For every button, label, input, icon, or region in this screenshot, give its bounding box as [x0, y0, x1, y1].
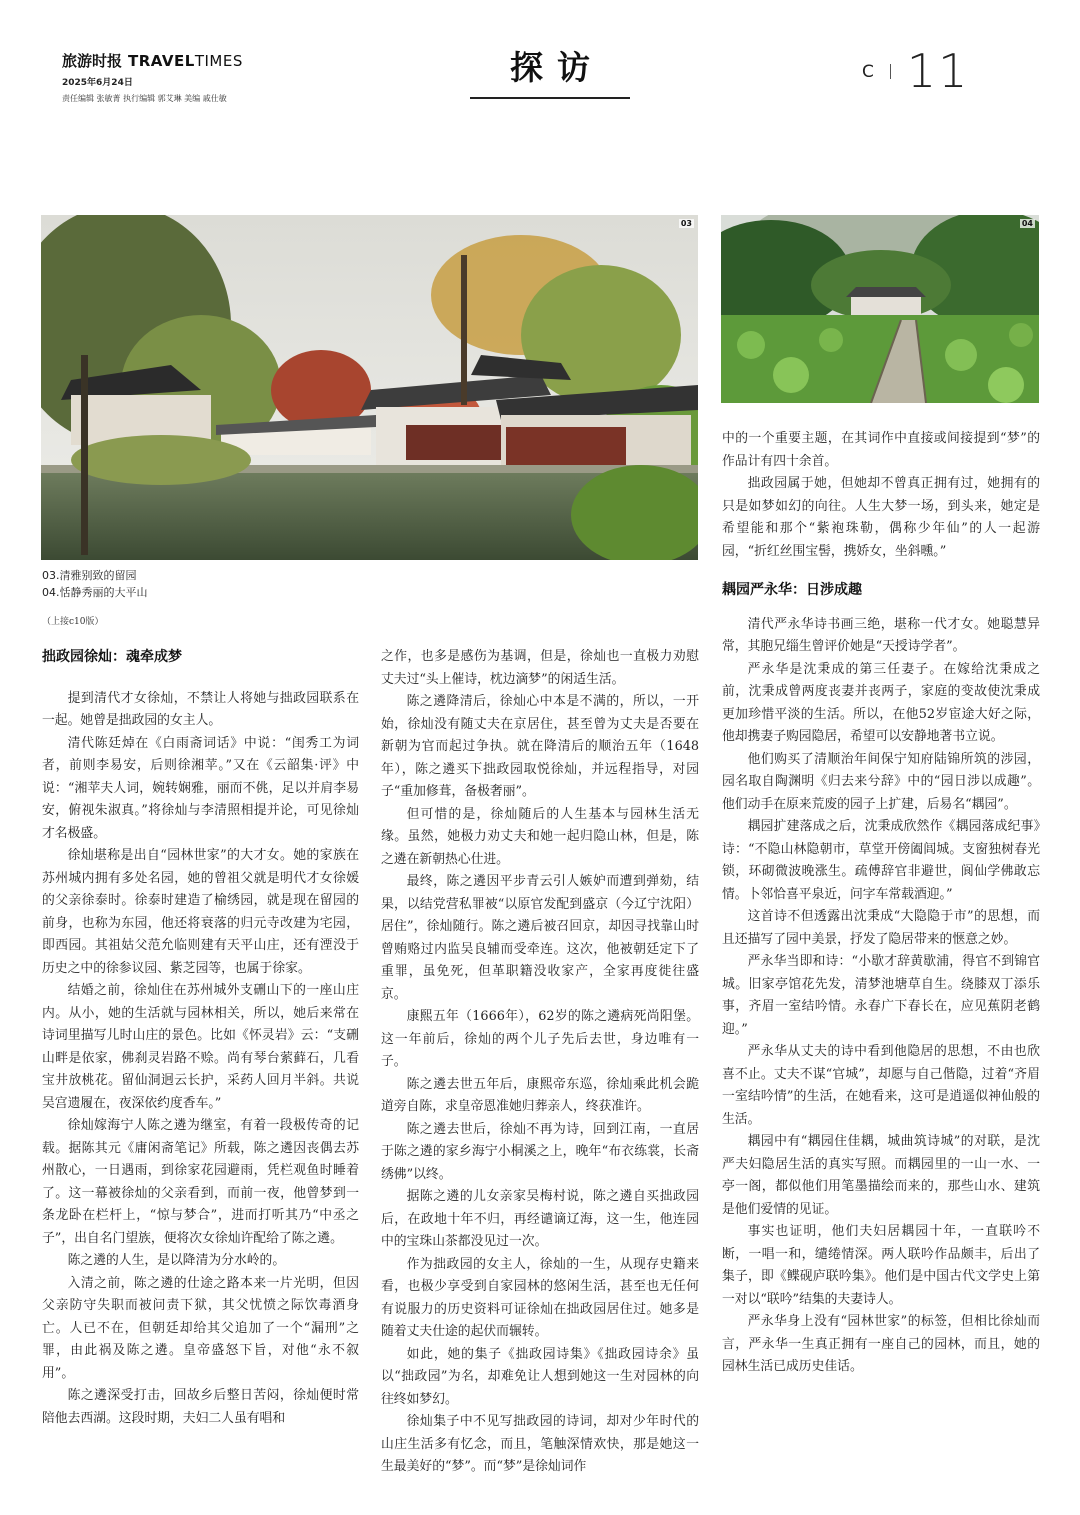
- paragraph: 严永华是沈秉成的第三任妻子。在嫁给沈秉成之前，沈秉成曾两度丧妻并丧两子，家庭的变故使沈秉成更加珍惜平淡的生活。所以，在他52岁宦途大好之际，他却携妻子购园隐居，希望可以安静地著书立说。: [722, 661, 1040, 744]
- page-number-value: 11: [906, 44, 970, 98]
- paragraph: 作为拙政园的女主人，徐灿的一生，从现存史籍来看，也极少享受到自家园林的悠闲生活，甚至也无任何有说服力的历史资料可证徐灿在拙政园居住过。她多是随着丈夫仕途的起伏而辗转。: [381, 1256, 699, 1339]
- paragraph: 严永华从丈夫的诗中看到他隐居的思想，不由也欣喜不止。丈夫不谋“官城”，却愿与自己偕隐，过着“齐眉一室结吟情”的生活，在她看来，这可是逍遥似神仙般的生活。: [722, 1044, 1040, 1127]
- caption-04: 04.恬静秀丽的大平山: [42, 586, 148, 599]
- paragraph: 清代严永华诗书画三绝，堪称一代才女。她聪慧异常，其胞兄缁生曾评价她是“天授诗学者”。: [722, 616, 1040, 654]
- paragraph: 据陈之遴的儿女亲家吴梅村说，陈之遴自买拙政园后，在政地十年不归，再经谴谪辽海，这一生，他连园中的宝珠山茶都没见过一次。: [381, 1189, 699, 1249]
- section-header: [470, 42, 630, 99]
- paragraph: 严永华身上没有“园林世家”的标签，但相比徐灿而言，严永华一生真正拥有一座自己的园林，而且，她的园林生活已成历史佳话。: [722, 1314, 1040, 1374]
- caption-03: 03.清雅别致的留园: [42, 569, 137, 582]
- lotus-pond-illustration: [721, 215, 1039, 403]
- paragraph: 事实也证明，他们夫妇居耦园十年，一直联吟不断，一唱一和，缱绻情深。两人联吟作品颇丰，后出了集子，即《鲽砚庐联吟集》。他们是中国古代文学史上第一对以“联吟”结集的夫妻诗人。: [722, 1224, 1040, 1307]
- section-title-rule: [470, 97, 630, 99]
- paragraph: 徐灿堪称是出自“园林世家”的大才女。她的家族在苏州城内拥有多处名园，她的曾祖父就是明代才女徐媛的父亲徐泰时。徐泰时建造了榆绣园，就是现在留园的前身，也称为东园，他还将衰落的归元寺改建为宅园，即西园。其祖姑父范允临则建有天平山庄，还有湮没于历史之中的徐参议园、紫芝园等，也属于徐家。: [42, 848, 359, 976]
- paragraph: 之作，也多是感伤为基调，但是，徐灿也一直极力劝慰丈夫过“头上催诗，枕边滴梦”的闲适生活。: [381, 649, 699, 687]
- paragraph: 陈之遴去世后，徐灿不再为诗，回到江南，一直居于陈之遴的家乡海宁小桐溪之上，晚年“布衣练裳，长斋绣佛”以终。: [381, 1121, 699, 1182]
- garden-illustration: [41, 215, 698, 560]
- photo-tianping-shan: [721, 215, 1039, 403]
- paragraph: 他们购买了清顺治年间保宁知府陆锦所筑的涉园，园名取自陶渊明《归去来兮辞》中的“园日涉以成趣”。他们动手在原来荒废的园子上扩建，后易名“耦园”。: [722, 751, 1040, 812]
- newspaper-name-en-light: TIMES: [194, 52, 243, 70]
- photo-tag-04: 04: [1021, 219, 1033, 228]
- paragraph: 徐灿集子中不见写拙政园的诗词，却对少年时代的山庄生活多有忆念，而且，笔触深情欢快，那是她这一生最美好的“梦”。而“梦”是徐灿词作: [381, 1414, 699, 1474]
- page-letter: C: [862, 62, 874, 82]
- paragraph: 结婚之前，徐灿住在苏州城外支硎山下的一座山庄内。从小，她的生活就与园林相关，所以，她后来常在诗词里描写儿时山庄的景色。比如《怀灵岩》云：“支硎山畔是依家，佛刹灵岩路不赊。尚有琴台萦藓石，几看宝井放桃花。留仙洞迥云长护，采药人回月半斜。共说吴宫遗履在，夜深依约度香车。”: [42, 983, 359, 1111]
- paragraph: 这首诗不但透露出沈秉成“大隐隐于市”的思想，而且还描写了园中美景，抒发了隐居带来的惬意之妙。: [722, 909, 1040, 947]
- paragraph: 入清之前，陈之遴的仕途之路本来一片光明，但因父亲防守失职而被问责下狱，其父忧愤之际饮毒酒身亡。人已不在，但朝廷却给其父追加了一个“漏刑”之罪，由此祸及陈之遴。皇帝盛怒下旨，对他“永不叙用”。: [42, 1275, 359, 1381]
- paragraph: 徐灿嫁海宁人陈之遴为继室，有着一段极传奇的记载。据陈其元《庸闲斋笔记》所载，陈之遴因丧偶去苏州散心，一日遇雨，到徐家花园避雨，凭栏观鱼时睡着了。这一幕被徐灿的父亲看到，而前一夜，他曾梦到一条龙卧在栏杆上，“惊与梦合”，进而打听其乃“中丞之子”，出自名门望族，便将次女徐灿许配给了陈之遴。: [42, 1118, 359, 1246]
- continued-from-note: （上接c10版）: [42, 617, 104, 627]
- paragraph: 中的一个重要主题，在其词作中直接或间接提到“梦”的作品计有四十余首。: [722, 431, 1040, 469]
- editor-credits: 责任编辑 张敏菁 执行编辑 郭艾琳 美编 戚仕敏: [62, 94, 227, 103]
- paragraph: 如此，她的集子《拙政园诗集》《拙政园诗余》虽以“拙政园”为名，却难免让人想到她这一生对园林的向往终如梦幻。: [381, 1346, 699, 1407]
- paragraph: 拙政园属于她，但她却不曾真正拥有过，她拥有的只是如梦如幻的向往。人生大梦一场，到头来，她定是希望能和那个“紫袍珠勒，偶称少年仙”的人一起游园，“折红丝围宝髻，携娇女，坐斜曛。”: [722, 476, 1040, 559]
- masthead: [62, 50, 243, 104]
- article-column-3: [722, 428, 1040, 1379]
- page-number-divider: [890, 64, 891, 79]
- paragraph: 康熙五年（1666年），62岁的陈之遴病死尚阳堡。这一年前后，徐灿的两个儿子先后去世，身边唯有一子。: [381, 1009, 699, 1069]
- newspaper-name-en-bold: TRAVEL: [128, 52, 195, 70]
- page-number: [862, 46, 969, 96]
- photo-captions: [42, 567, 148, 601]
- article-column-2: [381, 646, 699, 1479]
- photo-liu-garden: [41, 215, 698, 560]
- paragraph: 但可惜的是，徐灿随后的人生基本与园林生活无缘。虽然，她极力劝丈夫和她一起归隐山林，但是，陈之遴在新朝热心仕进。: [381, 806, 699, 867]
- newspaper-logo: [62, 50, 243, 71]
- paragraph: 陈之遴深受打击，回故乡后整日苦闷，徐灿便时常陪他去西湖。这段时期，夫妇二人虽有唱和: [42, 1388, 359, 1426]
- paragraph: 严永华当即和诗：“小歇才辞黄歇浦，得官不到锦官城。旧家亭馆花先发，清梦池塘草自生。绕膝双丁添乐事，齐眉一室结吟情。永春广下春长在，应见蕉阴老鹤迎。”: [722, 954, 1040, 1037]
- subheading-ou-garden: 耦园严永华：日涉成趣: [722, 582, 862, 598]
- newspaper-name-cn: 旅游时报: [62, 52, 123, 70]
- section-title: 探访: [510, 48, 604, 87]
- paragraph: 耦园中有“耦园住佳耦，城曲筑诗城”的对联，是沈严夫妇隐居生活的真实写照。而耦园里的一山一水、一亭一阁，都似他们用笔墨描绘而来的，那些山水、建筑是他们爱情的见证。: [722, 1134, 1040, 1217]
- paragraph: 陈之遴的人生，是以降清为分水岭的。: [67, 1253, 286, 1268]
- subheading-zhuozheng-garden: 拙政园徐灿：魂牵成梦: [42, 649, 182, 665]
- paragraph: 清代陈廷焯在《白雨斋词话》中说：“闺秀工为词者，前则李易安，后则徐湘苹。”又在《云韶集·评》中说：“湘苹夫人词，婉转娴雅，丽而不佻，足以并肩李易安，俯视朱淑真。”将徐灿与李清照相提并论，可见徐灿才名极盛。: [42, 735, 359, 841]
- paragraph: 陈之遴去世五年后，康熙帝东巡，徐灿乘此机会跪道旁自陈，求皇帝恩准她归葬亲人，终获准许。: [381, 1076, 699, 1114]
- newspaper-name-en: [128, 52, 243, 70]
- paragraph: 耦园扩建落成之后，沈秉成欣然作《耦园落成纪事》诗：“不隐山林隐朝市，草堂开傍阖闾城。支窗独树春光锁，环砌微波晚涨生。疏傅辞官非避世，阆仙学佛敢忘情。卜邻恰喜平泉近，问字车常载酒迎。”: [722, 819, 1040, 902]
- article-column-1: [42, 646, 359, 1430]
- paragraph: 提到清代才女徐灿，不禁让人将她与拙政园联系在一起。她曾是拙政园的女主人。: [42, 690, 359, 728]
- paragraph: 最终，陈之遴因平步青云引人嫉妒而遭到弹劾，结果，以结党营私罪被“以原官发配到盛京（今辽宁沈阳）居住”，徐灿随行。陈之遴后被召回京，却因寻找靠山时曾贿赂过内监吴良辅而受牵连。这次，他被朝廷定下了重罪，虽免死，但革职籍没收家产，全家再度徙往盛京。: [381, 874, 699, 1002]
- paragraph: 陈之遴降清后，徐灿心中本是不满的，所以，一开始，徐灿没有随丈夫在京居住，甚至曾为丈夫是否要在新朝为官而起过争执。就在降清后的顺治五年（1648年），陈之遴买下拙政园取悦徐灿，并远程指导，对园子“重加修葺，备极奢丽”。: [381, 694, 699, 799]
- issue-date: 2025年6月24日: [62, 78, 133, 88]
- photo-tag-03: 03: [680, 219, 692, 228]
